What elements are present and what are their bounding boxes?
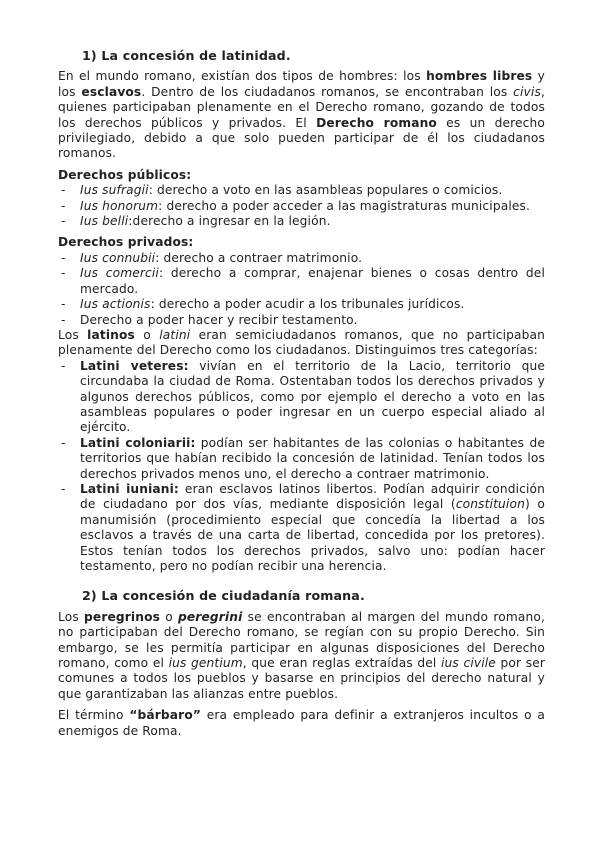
text-run: eran esclavos latinos libertos. Podían adquirir condición de ciudadano por dos vías, mediante disposición legal ( (80, 481, 545, 512)
bold-term: Latini veteres: (80, 358, 189, 373)
text-run: y los (58, 69, 545, 99)
bold-term: hombres libres (426, 69, 533, 84)
italic-term: Ius comercii (80, 266, 159, 281)
text-run: : derecho a contraer matrimonio. (155, 250, 363, 265)
latinos-paragraph (58, 328, 545, 359)
bold-term: esclavos (81, 84, 142, 99)
text-run: era empleado para definir a extranjeros incultos o a enemigos de Roma. (58, 708, 545, 738)
italic-term: Ius actionis (80, 297, 151, 312)
text-run: En el mundo romano, existían dos tipos de hombres: los (58, 69, 427, 84)
text-run: o (160, 609, 179, 624)
text-run: eran semiciudadanos romanos, que no participaban plenamente del Derecho como los ciudadanos. Distinguimos tres categorías: (58, 327, 545, 358)
latini-categories-list (58, 359, 545, 575)
text-run: Los (58, 609, 85, 624)
italic-term: civis (513, 84, 541, 99)
list-item (58, 359, 545, 436)
bold-term: peregrini (178, 609, 243, 624)
public-rights-list (58, 183, 545, 229)
list-item (58, 214, 545, 229)
bold-term: Latini coloniarii: (80, 435, 196, 450)
section-heading-ciudadania: 2) La concesión de ciudadanía romana. (82, 588, 365, 604)
text-run: Los (58, 327, 88, 342)
bold-term: Latini iuniani: (80, 481, 179, 496)
text-run: podían ser habitantes de las colonias o habitantes de territorios que habían recibido la concesión de latinidad. Tenían todos los derechos privados menos uno, el derecho a contraer matrimonio. (80, 435, 545, 481)
italic-term: Ius sufragii (80, 183, 149, 198)
italic-term: ius civile (441, 656, 496, 671)
list-item (58, 199, 545, 214)
document-page (58, 48, 545, 745)
italic-term: Ius honorum (80, 198, 159, 213)
bold-term: peregrinos (84, 609, 161, 624)
italic-term: constituion (455, 497, 525, 512)
barbaro-paragraph (58, 708, 545, 739)
text-run: El término (58, 708, 130, 723)
text-run: o (134, 327, 160, 342)
text-run: se encontraban al margen del mundo romano, no participaban del Derecho romano, se regían con su propio Derecho. Sin embargo, se les permitía participar en algunas disposiciones del Derecho romano, como el (58, 609, 545, 671)
list-item (58, 482, 545, 574)
text-run: : derecho a voto en las asambleas populares o comicios. (148, 183, 503, 198)
italic-term: ius gentium (168, 656, 243, 671)
italic-term: Ius connubii (80, 250, 156, 265)
bold-term: latinos (87, 327, 135, 342)
italic-term: Ius belli (80, 214, 129, 229)
list-item (58, 313, 545, 328)
list-item (58, 251, 545, 266)
italic-term: latini (159, 327, 191, 342)
text-run: :derecho a ingresar en la legión. (128, 214, 331, 229)
text-run: , quienes participaban plenamente en el Derecho romano, gozando de todos los derechos públicos y privados. El (58, 84, 545, 130)
intro-paragraph (58, 69, 545, 161)
private-rights-title: Derechos privados: (58, 235, 194, 250)
list-item (58, 183, 545, 198)
public-rights-title: Derechos públicos: (58, 167, 192, 182)
private-rights-list (58, 251, 545, 328)
text-run: Derecho a poder hacer y recibir testamento. (80, 312, 358, 327)
text-run: por ser comunes a todos los pueblos y basarse en principios del derecho natural y que garantizaban las alianzas entre pueblos. (58, 656, 546, 701)
list-item (58, 297, 545, 312)
text-run: : derecho a poder acudir a los tribunales jurídicos. (150, 297, 465, 312)
list-item (58, 266, 545, 297)
peregrinos-paragraph (58, 610, 545, 702)
text-run: vivían en el territorio de la Lacio, territorio que circundaba la ciudad de Roma. Ostentaban todos los derechos privados y algunos derechos públicos, como por ejemplo el derecho a voto en las asambleas populares o poder ingresar en un cuerpo especial aliado al ejército. (80, 358, 545, 435)
text-run: . Dentro de los ciudadanos romanos, se encontraban los (141, 84, 514, 99)
bold-term: Derecho romano (316, 115, 437, 130)
bold-term: “bárbaro” (129, 708, 202, 723)
text-run: , que eran reglas extraídas del (242, 656, 442, 671)
section-heading-latinidad: 1) La concesión de latinidad. (82, 48, 291, 63)
text-run: ) o manumisión (procedimiento especial que concedía la libertad a los esclavos a través de una carta de libertad, concedida por los pretores). Estos tenían todos los derechos privados, salvo uno: podían hacer testamento, pero no podían recibir una herencia. (80, 497, 545, 573)
text-run: es un derecho privilegiado, debido a que solo pueden participar de él los ciudadanos romanos. (58, 115, 545, 161)
list-item (58, 436, 545, 482)
text-run: : derecho a poder acceder a las magistraturas municipales. (158, 198, 531, 213)
text-run: : derecho a comprar, enajenar bienes o cosas dentro del mercado. (80, 266, 545, 296)
